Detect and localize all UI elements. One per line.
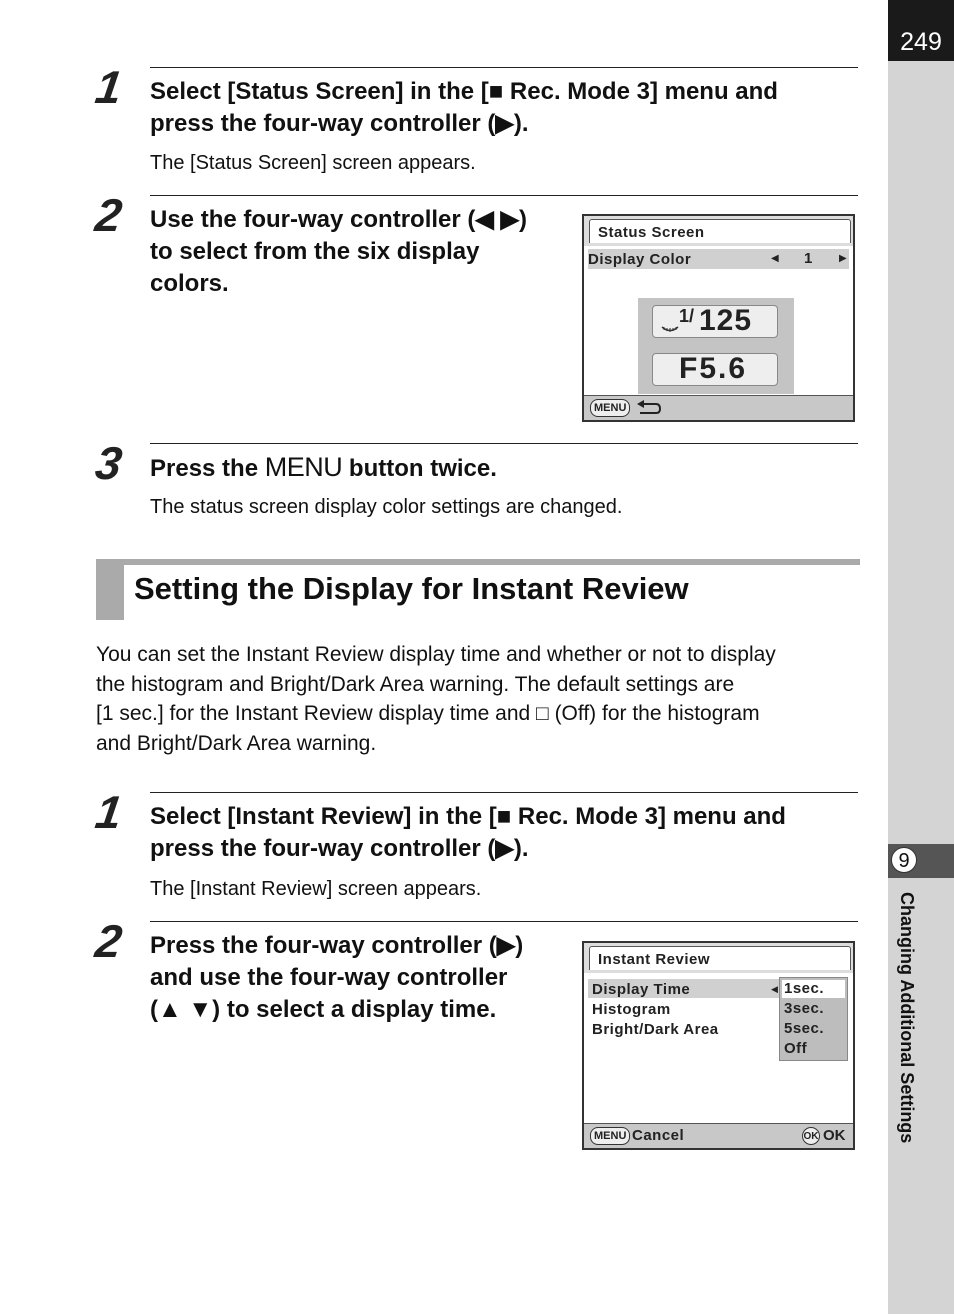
step-number: 1: [92, 61, 126, 113]
page-number: 249: [888, 0, 954, 61]
instant-review-display: [582, 941, 855, 1150]
arrow-right-icon: ▶: [839, 253, 847, 264]
chapter-number: 9: [891, 847, 917, 873]
step-heading: [150, 801, 786, 865]
section-title: Setting the Display for Instant Review: [134, 571, 689, 606]
section-heading-bar: [96, 559, 860, 565]
step-body: The status screen display color settings are changed.: [150, 496, 623, 518]
paragraph-line: the histogram and Bright/Dark Area warning. The default settings are: [96, 672, 735, 696]
step-body: The [Instant Review] screen appears.: [150, 878, 482, 900]
step-heading: [150, 76, 778, 140]
option-item: 5sec.: [784, 1020, 825, 1037]
step-number: 3: [92, 437, 126, 489]
shutter-speed: 125: [699, 304, 753, 337]
color-preview-panel: [638, 298, 794, 394]
option-item: 1sec.: [784, 980, 825, 997]
paragraph-line: [1 sec.] for the Instant Review display time and □ (Off) for the histogram: [96, 702, 760, 725]
cancel-label: Cancel: [632, 1127, 685, 1144]
step-heading-line: and use the four-way controller: [150, 964, 508, 991]
step-heading: [150, 204, 527, 300]
step-number: 1: [92, 786, 126, 838]
step-body: The [Status Screen] screen appears.: [150, 152, 476, 174]
step-heading-line: colors.: [150, 270, 229, 297]
step-heading-line: Use the four-way controller (◀ ▶): [150, 206, 527, 233]
step-rule: [150, 195, 858, 196]
menu-button-icon: MENU: [590, 399, 630, 417]
section-heading-block: [96, 559, 124, 620]
paragraph-line: and Bright/Dark Area warning.: [96, 731, 377, 755]
ok-button-icon: OK: [802, 1127, 820, 1145]
display-color-label: Display Color: [588, 251, 692, 268]
screen-footer: [584, 1123, 853, 1148]
option-item: Off: [784, 1040, 808, 1057]
step-number: 2: [92, 189, 126, 241]
step-heading-line: Press the four-way controller (▶): [150, 932, 524, 959]
menu-button-label: MENU: [264, 452, 343, 482]
shutter-prefix: 1/: [679, 306, 695, 326]
arrow-left-icon: ◀: [771, 253, 779, 264]
arrow-left-icon: ◀: [771, 984, 778, 994]
step-number: 2: [92, 915, 126, 967]
time-options-dropdown: [779, 977, 848, 1061]
aperture-value: F5.6: [679, 352, 748, 385]
menu-row-display-time: Display Time: [592, 981, 691, 998]
step-heading-text: button twice.: [342, 455, 497, 482]
step-rule: [150, 921, 858, 922]
status-screen-display: [582, 214, 855, 422]
step-rule: [150, 67, 858, 68]
menu-button-icon: MENU: [590, 1127, 630, 1145]
option-item: 3sec.: [784, 1000, 825, 1017]
step-heading-line: Select [Status Screen] in the [■ Rec. Mode 3] menu and: [150, 78, 778, 105]
display-color-value: 1: [804, 250, 813, 267]
menu-row-bright-dark-area: Bright/Dark Area: [592, 1021, 719, 1038]
step-heading-line: (▲ ▼) to select a display time.: [150, 996, 497, 1023]
step-heading-line: to select from the six display: [150, 238, 480, 265]
aperture-box: [652, 353, 778, 386]
intro-paragraph: [96, 640, 866, 758]
back-arrow-icon: [636, 400, 662, 416]
step-rule: [150, 792, 858, 793]
ok-label: OK: [823, 1127, 846, 1144]
screen-tab: Instant Review: [589, 946, 851, 970]
step-heading: [150, 930, 523, 1026]
shutter-dial-icon: [661, 325, 679, 333]
step-heading-line: Select [Instant Review] in the [■ Rec. Mode 3] menu and: [150, 803, 786, 830]
shutter-box: [652, 305, 778, 338]
menu-row-histogram: Histogram: [592, 1001, 671, 1018]
screen-footer: [584, 395, 853, 420]
step-heading-line: press the four-way controller (▶).: [150, 110, 529, 137]
step-heading-line: press the four-way controller (▶).: [150, 835, 529, 862]
chapter-title: Changing Additional Settings: [897, 892, 917, 1144]
step-heading-text: Press the: [150, 455, 265, 482]
step-rule: [150, 443, 858, 444]
screen-tab: Status Screen: [589, 219, 851, 243]
paragraph-line: You can set the Instant Review display time and whether or not to display: [96, 643, 776, 666]
step-heading: [150, 451, 497, 485]
